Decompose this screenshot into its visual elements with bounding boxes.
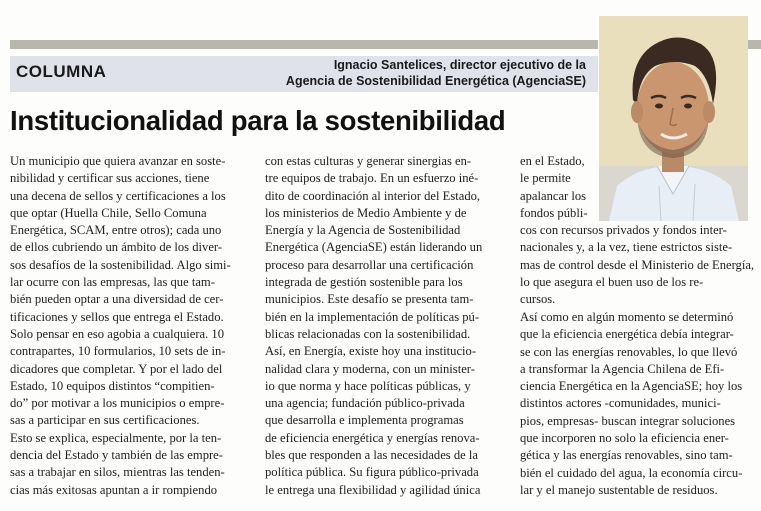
text-line: le permite (520, 171, 571, 186)
text-line: bién el cuidado del agua, la economía circu- (520, 465, 743, 480)
section-label: COLUMNA (16, 62, 107, 81)
text-line: tre equipos de trabajo. En un esfuerzo iné- (265, 171, 479, 186)
text-line: municipios. Este desafío se presenta tam- (265, 292, 474, 307)
text-line: distintos actores -comunidades, munici- (520, 396, 721, 411)
article-column-3 (520, 153, 755, 309)
text-line: blicas relacionadas con la sostenibilidad. (265, 326, 471, 341)
author-byline (286, 57, 586, 89)
text-line: Estado, 10 equipos distintos “compitien- (10, 378, 215, 393)
text-line: Energía y la Agencia de Sostenibilidad (265, 223, 461, 238)
text-line: bién pueden optar a una diversidad de cer- (10, 292, 224, 307)
text-line: con estas culturas y generar sinergias en- (265, 154, 472, 168)
text-line: Un municipio que quiera avanzar en soste- (10, 154, 226, 168)
text-line: do” por motivar a los municipios o empre- (10, 396, 225, 411)
text-line: política pública. Su figura público-privada (265, 465, 479, 480)
text-line: nibilidad y certificar sus acciones, tiene (10, 171, 210, 186)
text-line: gética y las energías renovables, sino tam- (520, 448, 733, 463)
text-line: cias más exitosas apuntan a ir rompiendo (10, 482, 218, 497)
text-line: Así como en algún momento se determinó (520, 310, 734, 324)
text-line: proceso para desarrollar una certificación (265, 257, 474, 272)
article-column-2 (265, 153, 517, 499)
article-headline: Institucionalidad para la sostenibilidad (10, 105, 506, 136)
text-line: de eficiencia energética y energías renova- (265, 430, 480, 445)
text-line: bién en la implementación de políticas pú- (265, 309, 480, 324)
text-line: una decena de sellos y certificaciones a los (10, 188, 226, 203)
article-column-3-paragraph-2 (520, 309, 750, 499)
text-line: integrada de gestión sostenible para los (265, 275, 463, 290)
text-line: los ministerios de Medio Ambiente y de (265, 205, 467, 220)
text-line: una agencia; fundación público-privada (265, 396, 465, 411)
text-line: sas a participar en sus certificaciones. (10, 413, 200, 428)
text-line: Así, en Energía, existe hoy una institucio- (265, 344, 477, 359)
byline-line: Agencia de Sostenibilidad Energética (AgenciaSE) (285, 74, 586, 88)
header-rule-right (748, 40, 761, 49)
text-line: Energética, SCAM, entre otros); cada uno (10, 223, 222, 238)
article-column-1 (10, 153, 260, 499)
text-line: dicadores que completar. Y por el lado del (10, 361, 223, 376)
text-line: a transformar la Agencia Chilena de Efi- (520, 361, 725, 376)
text-line: Energética (AgenciaSE) están liderando un (265, 240, 483, 255)
text-line: se con las energías renovables, lo que llevó (520, 344, 738, 359)
text-line: de ellos cubriendo un ámbito de los diver- (10, 240, 223, 255)
text-line: sas a trabajar en silos, mientras las tenden- (10, 465, 225, 480)
text-line: en el Estado, (520, 154, 585, 168)
text-line: ciencia Energética en la AgenciaSE; hoy los (520, 379, 743, 394)
header-rule (10, 40, 598, 49)
text-line: le entrega una flexibilidad y agilidad única (265, 482, 481, 497)
text-line: nacionales y, a la vez, tiene estrictos siste- (520, 240, 733, 255)
text-line: dito de coordinación al interior del Estado, (265, 188, 481, 203)
text-line: fondos públi- (520, 205, 588, 220)
text-line: que incorporen no solo la eficiencia ener- (520, 431, 729, 446)
text-line: tificaciones y sellos que entrega el Estado. (10, 309, 224, 324)
text-line: bles que responden a las necesidades de la (265, 448, 478, 463)
text-line: cos con recursos privados y fondos inter- (520, 223, 727, 238)
text-line: apalancar los (520, 188, 587, 203)
text-line: Esto se explica, especialmente, por la ten- (10, 430, 222, 445)
text-line: lar ocurre con las empresas, las que tam- (10, 275, 215, 290)
text-line: contrapartes, 10 formularios, 10 sets de in- (10, 344, 226, 359)
byline-line: Ignacio Santelices, director ejecutivo de la (333, 58, 586, 72)
text-line: cursos. (520, 292, 556, 307)
text-line: mas de control desde el Ministerio de Energía, (520, 257, 755, 272)
text-line: Solo pensar en eso agobia a cualquiera. 10 (10, 326, 225, 341)
text-line: que optar (Huella Chile, Sello Comuna (10, 205, 207, 220)
text-line: dencia del Estado y también de las empre- (10, 448, 223, 463)
text-line: nalidad clara y moderna, con un minister- (265, 361, 475, 376)
text-line: que la eficiencia energética debía integrar- (520, 327, 734, 342)
text-line: io que norma y hace políticas públicas, y (265, 378, 471, 393)
text-line: pios, empresas- buscan integrar soluciones (520, 413, 736, 428)
text-line: lar y el manejo sustentable de residuos. (520, 482, 718, 497)
text-line: que desarrolla e implementa programas (265, 413, 464, 428)
text-line: lo que asegura el buen uso de los re- (520, 275, 704, 290)
text-line: sos desafíos de la sostenibilidad. Algo simi- (10, 257, 231, 272)
